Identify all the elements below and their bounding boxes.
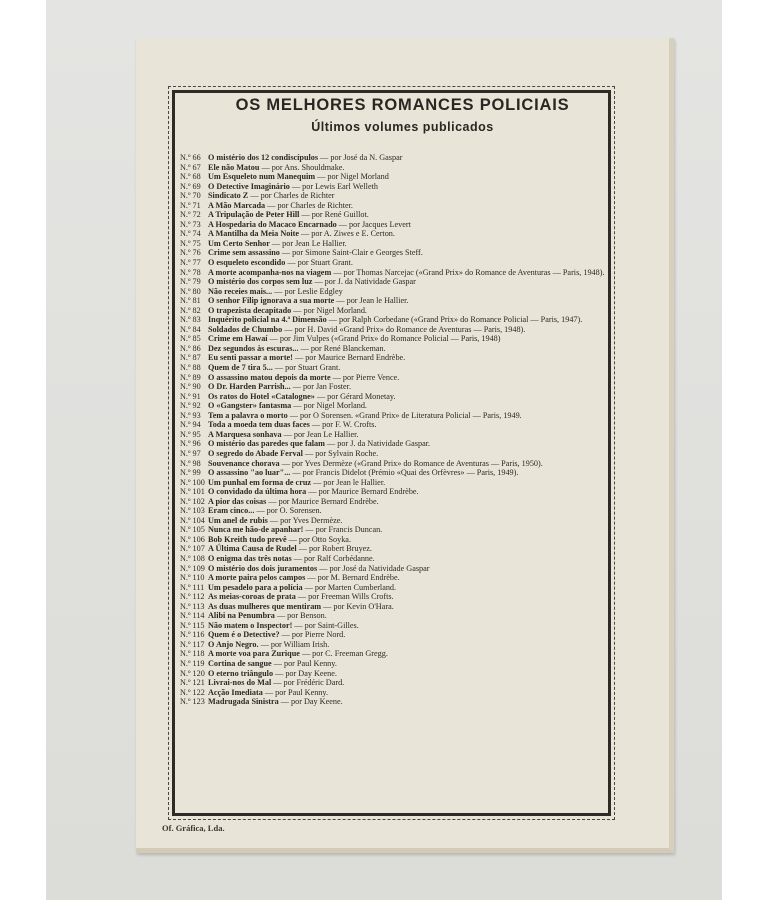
volume-number: N.º 113 [180, 601, 205, 611]
volume-title: Eu senti passar a morte! [208, 353, 293, 363]
volume-entry [208, 382, 612, 392]
volume-entry [208, 325, 612, 335]
volume-entry [208, 420, 612, 430]
volume-author: — por C. Freeman Gregg. [299, 649, 388, 659]
volume-number: N.º 120 [180, 668, 205, 678]
volume-author: — por Jean Le Hallier. [281, 429, 359, 439]
volume-title: O assassino "ao luar"... [208, 468, 291, 478]
volume-title: Tem a palavra o morto [208, 410, 288, 420]
volume-entry [208, 220, 612, 230]
volume-title: O eterno triângulo [208, 668, 274, 678]
list-item [180, 268, 612, 278]
volume-title: Não receies mais... [208, 286, 273, 296]
volume-entry [208, 182, 612, 192]
volume-author: — por Nigel Morland. [291, 401, 367, 411]
volume-entry [208, 411, 612, 421]
list-item [180, 239, 612, 249]
volume-entry [208, 621, 612, 631]
volume-number: N.º 74 [180, 229, 201, 239]
volume-entry [208, 678, 612, 688]
volume-entry [208, 268, 612, 278]
volume-author: — por Benson. [274, 611, 327, 621]
volume-number: N.º 80 [180, 286, 201, 296]
volume-number: N.º 98 [180, 458, 201, 468]
volume-entry [208, 640, 612, 650]
list-item [180, 363, 612, 373]
list-item [180, 258, 612, 268]
volume-number: N.º 78 [180, 267, 201, 277]
volume-entry [208, 506, 612, 516]
list-item [180, 306, 612, 316]
volume-author: — por Ralf Corbédanne. [291, 553, 375, 563]
volume-author: — por Jean le Hallier. [334, 296, 409, 306]
volume-entry [208, 554, 612, 564]
volume-number: N.º 116 [180, 630, 205, 640]
volume-title: As meias-coroas de prata [208, 592, 296, 602]
volume-number: N.º 121 [180, 678, 205, 688]
volume-number: N.º 93 [180, 410, 201, 420]
volume-author: — por Maurice Bernard Endrèbe. [266, 496, 379, 506]
volume-title: Um punhal em forma de cruz [208, 477, 312, 487]
list-item [180, 392, 612, 402]
list-item [180, 678, 612, 688]
volume-entry [208, 659, 612, 669]
volume-title: Crime sem assassino [208, 248, 280, 258]
volume-title: Quem de 7 tira 5... [208, 363, 273, 373]
volume-entry [208, 649, 612, 659]
volume-number: N.º 92 [180, 401, 201, 411]
volume-number: N.º 111 [180, 582, 205, 592]
volume-number: N.º 112 [180, 592, 205, 602]
volume-entry [208, 258, 612, 268]
volume-title: O mistério dos 12 condiscípulos [208, 153, 319, 162]
volume-author: — por Yves Dermèze («Grand Prix» do Romance de Aventuras — Paris, 1950). [279, 458, 543, 468]
volume-title: O Dr. Harden Parrish... [208, 382, 291, 392]
volume-title: Livrai-nos do Mal [208, 678, 272, 688]
volume-author: — por Jan Foster. [290, 382, 351, 392]
volume-author: — por Thomas Narcejac («Grand Prix» do Romance de Aventuras — Paris, 1948). [331, 267, 605, 277]
list-item [180, 220, 612, 230]
volume-title: Bob Kreith tudo prevê [208, 534, 287, 544]
volume-title: Soldados de Chumbo [208, 324, 283, 334]
list-item [180, 277, 612, 287]
volume-title: Souvenance chorava [208, 458, 280, 468]
volume-entry [208, 439, 612, 449]
volume-author: — por O. Sorensen. [254, 506, 322, 516]
volume-title: Ele não Matou [208, 162, 260, 172]
volume-author: — por Yves Dermèze. [267, 515, 343, 525]
volume-title: Quem é o Detective? [208, 630, 280, 640]
volume-title: A Hospedaria do Macaco Encarnado [208, 219, 337, 229]
volume-number: N.º 108 [180, 553, 205, 563]
volume-title: O Anjo Negro. [208, 639, 259, 649]
volume-number: N.º 105 [180, 525, 205, 535]
volume-author: — por Francis Duncan. [303, 525, 383, 535]
volume-author: — por Ralph Corbedane («Grand Prix» do Romance Policial — Paris, 1947). [326, 315, 583, 325]
list-item [180, 640, 612, 650]
volume-entry [208, 478, 612, 488]
volume-title: Eram cinco... [208, 506, 255, 516]
volume-entry [208, 525, 612, 535]
volume-entry [208, 191, 612, 201]
volume-title: Um pesadelo para a polícia [208, 582, 303, 592]
volume-author: — por H. David «Grand Prix» do Romance de Aventuras — Paris, 1948). [282, 324, 526, 334]
volume-number: N.º 95 [180, 429, 201, 439]
volume-number: N.º 117 [180, 639, 205, 649]
volume-author: — por Maurice Bernard Endrèbe. [306, 487, 419, 497]
volume-title: O senhor Filip ignorava a sua morte [208, 296, 335, 306]
list-item [180, 153, 612, 163]
volume-entry [208, 153, 612, 163]
volume-author: — por Jacques Levert [336, 219, 411, 229]
page-title: OS MELHORES ROMANCES POLICIAIS [235, 96, 570, 114]
volume-entry [208, 697, 612, 707]
volume-author: — por Saint-Gilles. [292, 620, 359, 630]
volume-entry [208, 449, 612, 459]
volume-entry [208, 630, 612, 640]
volume-title: Inquérito policial na 4.ª Dimensão [208, 315, 327, 325]
volume-number: N.º 76 [180, 248, 201, 258]
volume-author: — por Frédéric Dard. [271, 678, 345, 688]
volume-author: — por J. da Natividade Gaspar. [324, 439, 431, 449]
volume-author: — por F. W. Crofts. [309, 420, 377, 430]
list-item [180, 516, 612, 526]
volume-title: A pior das coisas [208, 496, 267, 506]
list-item [180, 459, 612, 469]
volume-title: Sindicato Z [208, 191, 249, 201]
list-item [180, 583, 612, 593]
volume-title: Um anel de rubis [208, 515, 268, 525]
volume-number: N.º 94 [180, 420, 201, 430]
volume-entry [208, 201, 612, 211]
list-item [180, 420, 612, 430]
volume-title: O mistério dos corpos sem luz [208, 277, 313, 287]
list-item [180, 525, 612, 535]
volume-number: N.º 100 [180, 477, 205, 487]
volume-number: N.º 88 [180, 363, 201, 373]
list-item [180, 497, 612, 507]
volume-entry [208, 602, 612, 612]
list-item [180, 535, 612, 545]
volume-author: — por Simone Saint-Clair e Georges Steff. [279, 248, 423, 258]
volume-entry [208, 516, 612, 526]
volume-number: N.º 119 [180, 658, 205, 668]
volume-number: N.º 106 [180, 534, 205, 544]
page-subtitle: Últimos volumes publicados [311, 120, 494, 134]
volume-entry [208, 487, 612, 497]
volume-title: A Mantilha da Meia Noite [208, 229, 299, 239]
volume-author: — por Jean Le Hallier. [269, 238, 347, 248]
volume-entry [208, 459, 612, 469]
volume-title: O convidado da última hora [208, 487, 307, 497]
list-item [180, 411, 612, 421]
volume-title: A morte acompanha-nos na viagem [208, 267, 332, 277]
volume-entry [208, 544, 612, 554]
volume-author: — por Charles de Richter. [265, 200, 353, 210]
volume-entry [208, 334, 612, 344]
volume-entry [208, 592, 612, 602]
volume-title: O mistério dos dois juramentos [208, 563, 318, 573]
volume-title: Acção Imediata [208, 687, 263, 697]
volume-number: N.º 110 [180, 573, 205, 583]
list-item [180, 630, 612, 640]
volume-title: Um Esqueleto num Manequim [208, 172, 316, 182]
list-item [180, 325, 612, 335]
volume-author: — por Gérard Monetay. [314, 391, 396, 401]
list-item [180, 669, 612, 679]
volume-author: — por Marten Cumberland. [302, 582, 397, 592]
volume-author: — por Leslie Edgley [272, 286, 343, 296]
list-item [180, 248, 612, 258]
volume-author: — por Paul Kenny. [262, 687, 328, 697]
list-item [180, 439, 612, 449]
volume-title: O esqueleto escondido [208, 258, 286, 268]
volume-entry [208, 583, 612, 593]
volume-title: A Marquesa sonhava [208, 429, 282, 439]
volume-number: N.º 109 [180, 563, 205, 573]
volume-number: N.º 89 [180, 372, 201, 382]
volume-author: — por Pierre Vence. [330, 372, 400, 382]
volume-number: N.º 83 [180, 315, 201, 325]
list-item [180, 621, 612, 631]
volume-entry [208, 401, 612, 411]
volume-entry [208, 611, 612, 621]
list-item [180, 373, 612, 383]
volume-author: — por Pierre Nord. [279, 630, 346, 640]
volume-number: N.º 75 [180, 238, 201, 248]
volume-number: N.º 123 [180, 697, 205, 707]
volume-author: — por Stuart Grant. [285, 258, 353, 268]
volume-title: O «Gangster» fantasma [208, 401, 292, 411]
list-item [180, 506, 612, 516]
list-item [180, 487, 612, 497]
volume-number: N.º 104 [180, 515, 205, 525]
list-item [180, 401, 612, 411]
volume-title: O Detective Imaginário [208, 181, 290, 191]
list-item [180, 382, 612, 392]
list-item [180, 353, 612, 363]
volume-author: — por Robert Bruyez. [296, 544, 372, 554]
list-item [180, 468, 612, 478]
list-item [180, 201, 612, 211]
volume-author: — por Sylvain Roche. [302, 448, 379, 458]
volume-number: N.º 102 [180, 496, 205, 506]
list-item [180, 210, 612, 220]
volume-author: — por M. Bernard Endrèbe. [305, 573, 400, 583]
list-item [180, 191, 612, 201]
volume-author: — por William Irish. [258, 639, 330, 649]
volume-entry [208, 210, 612, 220]
volume-title: Nunca me hão-de apanhar! [208, 525, 304, 535]
volume-number: N.º 66 [180, 153, 201, 162]
volume-number: N.º 97 [180, 448, 201, 458]
list-item [180, 602, 612, 612]
volume-number: N.º 85 [180, 334, 201, 344]
volume-entry [208, 306, 612, 316]
list-item [180, 688, 612, 698]
volume-title: Crime em Hawaí [208, 334, 268, 344]
volume-title: A Mão Marcada [208, 200, 266, 210]
volume-entry [208, 392, 612, 402]
book-back-cover [136, 38, 674, 853]
volume-author: — por Day Keene. [273, 668, 337, 678]
list-item [180, 592, 612, 602]
printer-imprint: Of. Gráfica, Lda. [162, 823, 225, 833]
volume-number: N.º 84 [180, 324, 201, 334]
volume-author: — por Jean le Hallier. [311, 477, 386, 487]
list-item [180, 296, 612, 306]
volume-author: — por José da N. Gaspar [318, 153, 403, 162]
volume-author: — por Jim Vulpes («Grand Prix» do Romance Policial — Paris, 1948) [267, 334, 501, 344]
volume-author: — por Nigel Morland [315, 172, 389, 182]
volume-number: N.º 70 [180, 191, 201, 201]
volume-entry [208, 172, 612, 182]
volume-number: N.º 71 [180, 200, 201, 210]
volume-title: O enigma das três notas [208, 553, 292, 563]
volume-number: N.º 91 [180, 391, 201, 401]
volume-number: N.º 79 [180, 277, 201, 287]
volume-author: — por René Guillot. [299, 210, 369, 220]
volume-number: N.º 73 [180, 219, 201, 229]
volume-number: N.º 77 [180, 258, 201, 268]
volume-title: O mistério das paredes que falam [208, 439, 325, 449]
volume-number: N.º 122 [180, 687, 205, 697]
list-item [180, 554, 612, 564]
volume-number: N.º 103 [180, 506, 205, 516]
volume-entry [208, 353, 612, 363]
volume-entry [208, 535, 612, 545]
volume-number: N.º 99 [180, 468, 201, 478]
list-item [180, 172, 612, 182]
volume-entry [208, 239, 612, 249]
volume-title: O assassino matou depois da morte [208, 372, 331, 382]
volume-entry [208, 287, 612, 297]
list-item [180, 182, 612, 192]
list-item [180, 573, 612, 583]
volume-title: As duas mulheres que mentiram [208, 601, 322, 611]
volume-number: N.º 86 [180, 343, 201, 353]
list-item [180, 163, 612, 173]
list-item [180, 229, 612, 239]
list-item [180, 697, 612, 707]
volume-author: — por Freeman Wills Crofts. [295, 592, 394, 602]
volume-number: N.º 81 [180, 296, 201, 306]
volume-author: — por Paul Kenny. [271, 658, 337, 668]
volume-title: Não matem o Inspector! [208, 620, 293, 630]
volume-title: A Tripulação de Peter Hill [208, 210, 300, 220]
list-item [180, 649, 612, 659]
volume-title: O trapezista decapitado [208, 305, 292, 315]
volume-number: N.º 118 [180, 649, 205, 659]
volume-entry [208, 468, 612, 478]
volume-title: Dez segundos às escuras... [208, 343, 299, 353]
volume-entry [208, 163, 612, 173]
volume-title: Toda a moeda tem duas faces [208, 420, 310, 430]
volume-author: — por Nigel Morland. [291, 305, 367, 315]
list-item [180, 449, 612, 459]
volume-entry [208, 296, 612, 306]
volume-author: — por Charles de Richter [248, 191, 335, 201]
volume-title: A morte voa para Zurique [208, 649, 300, 659]
volume-entry [208, 564, 612, 574]
volume-author: — por A. Ziwes e E. Certon. [298, 229, 395, 239]
volume-author: — por Otto Soyka. [286, 534, 351, 544]
volume-title: Madrugada Sinistra [208, 697, 279, 707]
volume-title: Cortina de sangue [208, 658, 272, 668]
volume-title: Um Certo Senhor [208, 238, 270, 248]
volume-author: — por Maurice Bernard Endrèbe. [292, 353, 406, 363]
list-item [180, 315, 612, 325]
volume-entry [208, 344, 612, 354]
volume-author: — por J. da Natividade Gaspar [312, 277, 416, 287]
volume-title: A morte paira pelos campos [208, 573, 306, 583]
volume-number: N.º 115 [180, 620, 205, 630]
list-item [180, 478, 612, 488]
volume-entry [208, 573, 612, 583]
volume-author: — por José da Natividade Gaspar [317, 563, 430, 573]
volume-entry [208, 373, 612, 383]
volume-number: N.º 82 [180, 305, 201, 315]
volume-entry [208, 430, 612, 440]
list-item [180, 659, 612, 669]
volume-title: Alibi na Penumbra [208, 611, 275, 621]
volume-number: N.º 69 [180, 181, 201, 191]
volume-author: — por O Sorensen. «Grand Prix» de Literatura Policial — Paris, 1949. [287, 410, 522, 420]
volume-number: N.º 87 [180, 353, 201, 363]
list-item [180, 544, 612, 554]
volume-number: N.º 90 [180, 382, 201, 392]
volume-author: — por Day Keene. [278, 697, 343, 707]
list-item [180, 564, 612, 574]
list-item [180, 334, 612, 344]
list-item [180, 287, 612, 297]
volume-title: O segredo do Abade Ferval [208, 448, 303, 458]
volume-author: — por Lewis Earl Welleth [289, 181, 378, 191]
list-item [180, 344, 612, 354]
volume-author: — por René Blanckeman. [298, 343, 386, 353]
volume-number: N.º 114 [180, 611, 205, 621]
volume-entry [208, 497, 612, 507]
volume-entry [208, 229, 612, 239]
volume-title: Os ratos do Hotel «Catalogne» [208, 391, 315, 401]
volume-entry [208, 363, 612, 373]
volume-author: — por Francis Didelot (Prémio «Quai des Orfèvres» — Paris, 1949). [290, 468, 519, 478]
volume-entry [208, 277, 612, 287]
volume-entry [208, 688, 612, 698]
volume-number: N.º 67 [180, 162, 201, 172]
list-item [180, 430, 612, 440]
volume-number: N.º 96 [180, 439, 201, 449]
volume-title: A Última Causa de Rudel [208, 544, 297, 554]
volume-list [180, 153, 612, 707]
volume-entry [208, 248, 612, 258]
volume-entry [208, 669, 612, 679]
volume-author: — por Ans. Shouldmake. [259, 162, 345, 172]
volume-number: N.º 101 [180, 487, 205, 497]
volume-author: — por Stuart Grant. [272, 363, 341, 373]
volume-number: N.º 72 [180, 210, 201, 220]
volume-author: — por Kevin O'Hara. [321, 601, 394, 611]
volume-number: N.º 107 [180, 544, 205, 554]
volume-entry [208, 315, 612, 325]
list-item [180, 611, 612, 621]
volume-number: N.º 68 [180, 172, 201, 182]
